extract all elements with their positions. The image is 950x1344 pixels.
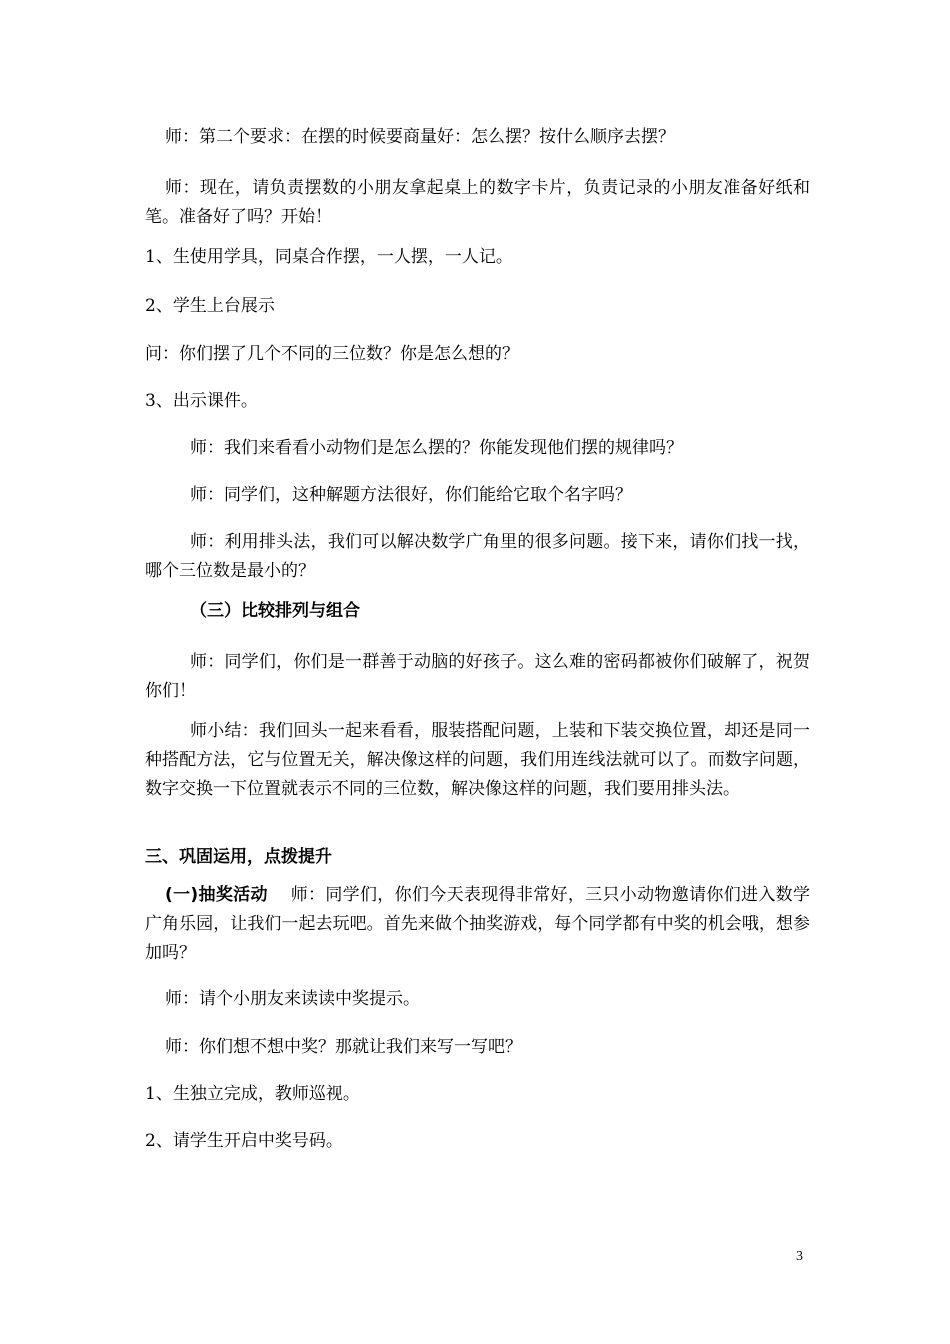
section-heading: （三）比较排列与组合 (190, 601, 360, 621)
paragraph: 1、生使用学具，同桌合作摆，一人摆，一人记。 (145, 247, 513, 267)
paragraph: 2、请学生开启中奖号码。 (145, 1131, 343, 1151)
page-number: 3 (796, 1249, 803, 1264)
paragraph: 问：你们摆了几个不同的三位数？你是怎么想的？ (145, 344, 519, 364)
paragraph: 1、生独立完成，教师巡视。 (145, 1084, 360, 1104)
paragraph: 师：现在，请负责摆数的小朋友拿起桌上的数字卡片，负责记录的小朋友准备好纸和笔。准备好了吗？开始！ (145, 178, 810, 227)
paragraph: 2、学生上台展示 (145, 296, 275, 316)
paragraph: 师：我们来看看小动物们是怎么摆的？你能发现他们摆的规律吗？ (190, 438, 683, 458)
paragraph: 师：利用排头法，我们可以解决数学广角里的很多问题。接下来，请你们找一找，哪个三位数是最小的？ (145, 532, 810, 581)
paragraph-text: 师：同学们，你们今天表现得非常好，三只小动物邀请你们进入数学广角乐园，让我们一起去玩吧。首先来做个抽奖游戏，每个同学都有中奖的机会哦，想参加吗？ (145, 885, 811, 963)
paragraph: 师：同学们，你们是一群善于动脑的好孩子。这么难的密码都被你们破解了，祝贺你们！ (145, 652, 810, 701)
paragraph: 3、出示课件。 (145, 391, 258, 411)
paragraph: 师小结：我们回头一起来看看，服装搭配问题，上装和下装交换位置，却还是同一种搭配方法，它与位置无关，解决像这样的问题，我们用连线法就可以了。而数字问题，数字交换一下位置就表示不同的三位数，解决像这样的问题，我们要用排头法。 (145, 721, 810, 799)
paragraph: 师：请个小朋友来读读中奖提示。 (165, 989, 420, 1009)
paragraph: 师：你们想不想中奖？那就让我们来写一写吧？ (165, 1037, 522, 1057)
activity-label: (一)抽奖活动 (165, 885, 268, 905)
section-heading: 三、巩固运用，点拨提升 (145, 847, 332, 867)
paragraph: 师：同学们，这种解题方法很好，你们能给它取个名字吗？ (190, 485, 632, 505)
paragraph (145, 881, 810, 968)
paragraph: 师：第二个要求：在摆的时候要商量好：怎么摆？按什么顺序去摆？ (165, 127, 675, 147)
